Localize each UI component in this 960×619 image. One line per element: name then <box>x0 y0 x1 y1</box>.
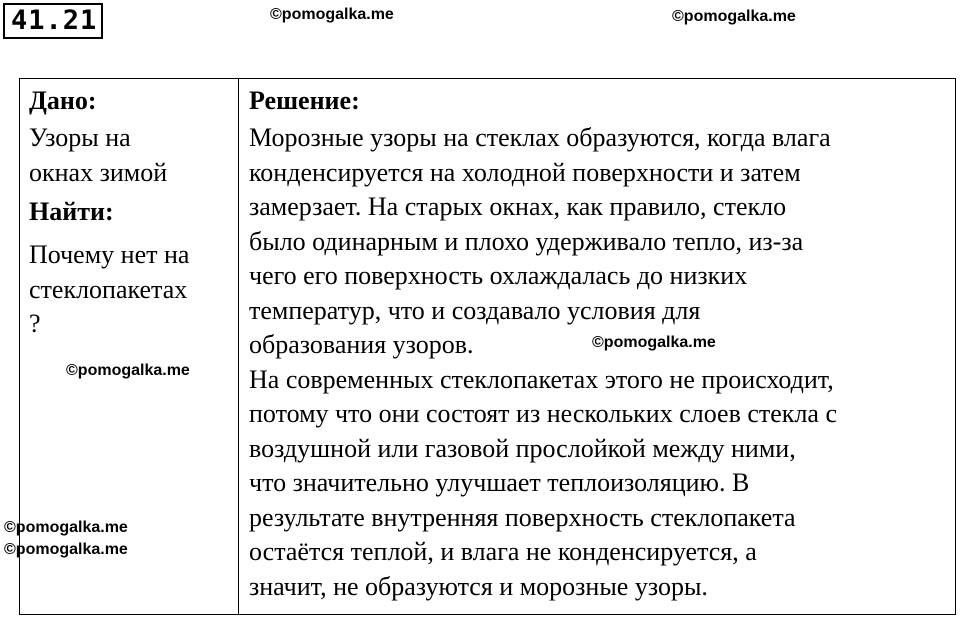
text-line: температур, что и создавало условия для <box>249 295 701 325</box>
text-line: конденсируется на холодной поверхности и затем <box>249 157 801 187</box>
text-line: значит, не образуются и морозные узоры. <box>249 571 708 601</box>
watermark: ©pomogalka.me <box>4 541 128 558</box>
left-column <box>29 85 235 342</box>
watermark: ©pomogalka.me <box>66 362 190 379</box>
text-line: Морозные узоры на стеклах образуются, когда влага <box>249 123 831 152</box>
problem-number: 41.21 <box>3 3 103 39</box>
solution-heading: Решение: <box>249 86 360 115</box>
text-line: потому что они состоят из нескольких слоев стекла с <box>249 399 837 428</box>
text-line: чего его поверхность охлаждалась до низких <box>249 261 748 290</box>
watermark: ©pomogalka.me <box>672 8 796 25</box>
text-line: Почему нет на <box>29 240 190 269</box>
given-text <box>29 121 235 190</box>
solution-text <box>249 121 954 604</box>
text-line: ? <box>29 309 41 338</box>
watermark: ©pomogalka.me <box>592 334 716 351</box>
find-heading: Найти: <box>29 197 114 226</box>
watermark: ©pomogalka.me <box>4 519 128 536</box>
text-line: окнах зимой <box>29 157 168 187</box>
given-heading: Дано: <box>29 86 97 115</box>
text-line: остаётся теплой, и влага не конденсируется, а <box>249 537 757 566</box>
text-line: замерзает. На старых окнах, как правило, стекло <box>249 192 787 221</box>
watermark: ©pomogalka.me <box>270 6 394 23</box>
text-line: стеклопакетах <box>29 274 188 304</box>
text-line: Узоры на <box>29 123 131 152</box>
given-solution-table <box>19 78 956 615</box>
text-line: что значительно улучшает теплоизоляцию. В <box>249 468 750 497</box>
text-line: воздушной или газовой прослойкой между ними, <box>249 433 796 463</box>
text-line: На современных стеклопакетах этого не происходит, <box>249 364 834 394</box>
text-line: было одинарным и плохо удерживало тепло, из-за <box>249 226 804 256</box>
find-text <box>29 238 235 342</box>
column-divider <box>238 79 239 614</box>
text-line: образования узоров. <box>249 330 474 359</box>
text-line: результате внутренняя поверхность стеклопакета <box>249 502 796 532</box>
